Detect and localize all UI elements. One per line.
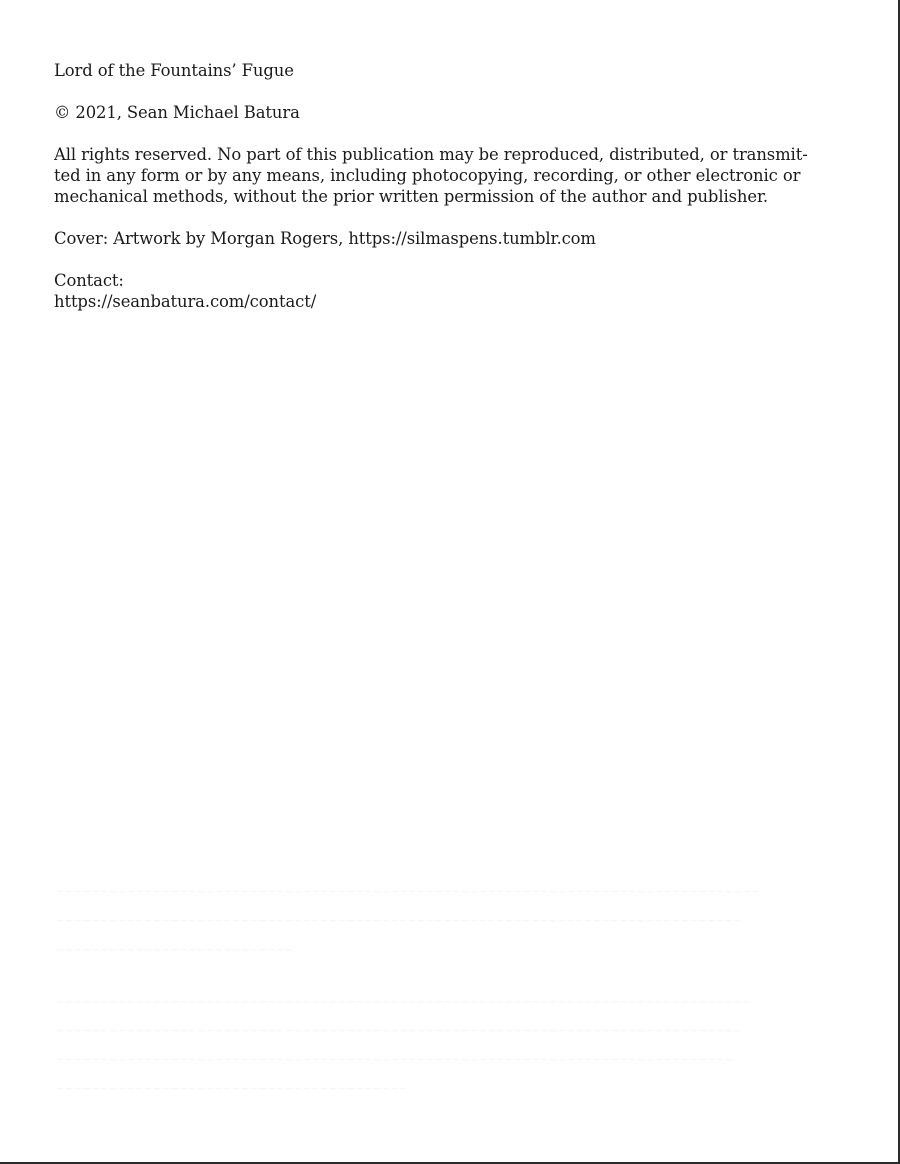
rights-statement: [54, 144, 824, 207]
contact-label: Contact:: [54, 271, 124, 290]
copyright-notice: © 2021, Sean Michael Batura: [54, 103, 300, 122]
contact-url[interactable]: https://seanbatura.com/contact/: [54, 292, 317, 311]
rights-line: ted in any form or by any means, including photocopying, recording, or other electronic or: [54, 166, 801, 185]
rights-line: mechanical methods, without the prior written permission of the author and publisher.: [54, 187, 769, 206]
bleed-through-texture: ~~~~~~~~~~~~~~~~~~~~~~~~~~~~~~~~~~~~~~~~~~~~~~~~~~~~~~~~~~~~~~~~~~~~~~~~~~~~~~~ ~~~~~~~~~~~~~~~~~~~~~~~~~~~~~~~~~~~~~~~~~~~~~~~~~~~~~~~~~~~~~~~~~~~~~~~~~~~~~~ ~~~~~~~~~~~~~~~~~~~~~~~~~~~~~~~~~~~~~~~~~~~~~~~~~~~~~~~~~~~~~~~~~~~~~~~~~~~~~ ~~~~~~~~~~~~~~~~~~~~~~~~~~~~~~~~~~~~~~~~: [56, 996, 752, 1095]
bleed-through-texture: ~~~~~~~~~~~~~~~~~~~~~~~~~~~~~~~~~~~~~~~~~~~~~~~~~~~~~~~~~~~~~~~~~~~~~~~~~~~~~~~~ ~~~~~~~~~~~~~~~~~~~~~~~~~~~~~~~~~~~~~~~~~~~~~~~~~~~~~~~~~~~~~~~~~~~~~~~~~~~~~~ ~~~~~~~~~~~~~~~~~~~~~~~~~~~: [56, 886, 760, 956]
cover-credit: Cover: Artwork by Morgan Rogers, https://silmaspens.tumblr.com: [54, 229, 596, 248]
page-content: [54, 60, 824, 333]
book-title: Lord of the Fountains’ Fugue: [54, 61, 294, 80]
contact-section: [54, 270, 824, 312]
rights-line: All rights reserved. No part of this publication may be reproduced, distributed, or transmit-: [54, 145, 808, 164]
